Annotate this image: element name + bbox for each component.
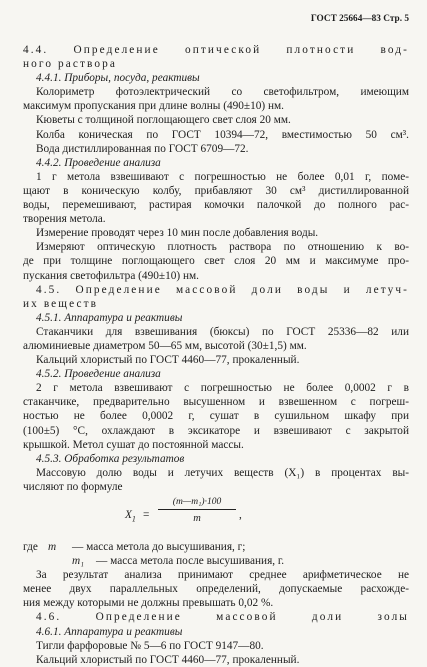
text-line: Колба коническая по ГОСТ 10394—72, вместимостью 50 см³. (36, 128, 409, 141)
text-line: щают в коническую колбу, прибавляют 30 см³ дистиллированной (23, 184, 409, 197)
text-line: 4.5.1. Аппаратура и реактивы (36, 311, 183, 324)
text-block-tail (23, 568, 409, 667)
text-line: (100±5) °С, охлаждают в эксикаторе и взвешивают с закрытой (23, 424, 409, 437)
text-line: Кюветы с толщиной поглощающего свет слоя 20 мм. (36, 114, 291, 127)
formula-lhs: $X_1$ (125, 509, 136, 524)
formula-denominator: m (193, 513, 201, 524)
text-line: ного раствора (23, 58, 117, 71)
legend-lead: где (23, 541, 38, 553)
page-header: ГОСТ 25664—83 Стр. 5 (310, 14, 409, 24)
text-line: 1 г метола взвешивают с погрешностью не более 0,01 г, поме- (36, 170, 409, 183)
text-line: воды, перемешивают, растирая комочки палочкой до полного рас- (23, 199, 409, 212)
formula-equals: = (143, 509, 150, 521)
text-line: крышкой. Метол сушат до постоянной массы. (23, 438, 244, 451)
text-line: творения метола. (23, 213, 106, 226)
text-line: ностью не более 0,0002 г, сушат в сушильном шкафу при (23, 410, 409, 423)
formula-numerator: (m—m₁)·100 (158, 497, 236, 510)
legend-text: — масса метола до высушивания, г; (72, 541, 246, 553)
legend-symbol: m₁ (72, 555, 85, 568)
text-line: их веществ (23, 297, 99, 310)
text-line: максимум пропускания при длине волны (490±10) нм. (23, 100, 285, 113)
text-line: ния между которыми не должны превышать 0,02 %. (23, 597, 274, 610)
formula-comma: , (239, 509, 242, 521)
legend-line (23, 554, 409, 568)
text-line: стаканчике, предварительно высушенном и взвешенном с погреш- (23, 396, 409, 409)
text-line: пускания светофильтра (490±10) нм. (23, 269, 199, 282)
text-line: 4.4.2. Проведение анализа (36, 156, 161, 169)
text-line: 4.5.2. Проведение анализа (36, 368, 161, 381)
text-line: 4.6.1. Аппаратура и реактивы (36, 625, 183, 638)
text-line: де при толщине поглощающего свет слоя 20 мм и максимуме про- (23, 255, 409, 268)
text-line: Кальций хлористый по ГОСТ 4460—77, прокаленный. (36, 354, 300, 367)
text-line: За результат анализа принимают среднее арифметическое не (36, 569, 409, 582)
formula-x1 (23, 497, 409, 537)
text-line: менее двух параллельных определений, допускаемые расхожде- (23, 583, 409, 596)
text-line: 2 г метола взвешивают с погрешностью не более 0,0002 г в (36, 382, 409, 395)
text-line: Массовую долю воды и летучих веществ (X₁) в процентах вы- (36, 466, 409, 479)
text-line: Вода дистиллированная по ГОСТ 6709—72. (36, 142, 249, 155)
formula-legend (23, 540, 409, 568)
text-line: Измеряют оптическую плотность раствора по отношению к во- (36, 241, 409, 254)
text-line: Колориметр фотоэлектрический со светофильтром, имеющим (36, 86, 409, 99)
text-line: 4.5.3. Обработка результатов (36, 452, 185, 465)
text-line: Стаканчики для взвешивания (бюксы) по ГОСТ 25336—82 или (36, 325, 409, 338)
text-block-main (23, 43, 409, 494)
text-line: Тигли фарфоровые № 5—6 по ГОСТ 9147—80. (36, 639, 264, 652)
text-line: алюминиевые диаметром 50—65 мм, высотой (30±1,5) мм. (23, 339, 307, 352)
text-line: числяют по формуле (23, 480, 123, 493)
formula-fraction (158, 497, 236, 524)
text-line: 4.4.1. Приборы, посуда, реактивы (36, 72, 200, 85)
document-body (23, 43, 409, 667)
text-line: Кальций хлористый по ГОСТ 4460—77, прокаленный. (36, 653, 300, 666)
legend-symbol: m (48, 541, 57, 553)
text-line: 4.6. Определение массовой доли золы (36, 611, 409, 624)
text-line: Измерение проводят через 10 мин после добавления воды. (36, 227, 319, 240)
text-line: 4.5. Определение массовой доли воды и летуч- (36, 283, 409, 296)
legend-line (23, 540, 409, 554)
text-line: 4.4. Определение оптической плотности вод- (23, 44, 409, 56)
legend-text: — масса метола после высушивания, г. (96, 555, 285, 568)
